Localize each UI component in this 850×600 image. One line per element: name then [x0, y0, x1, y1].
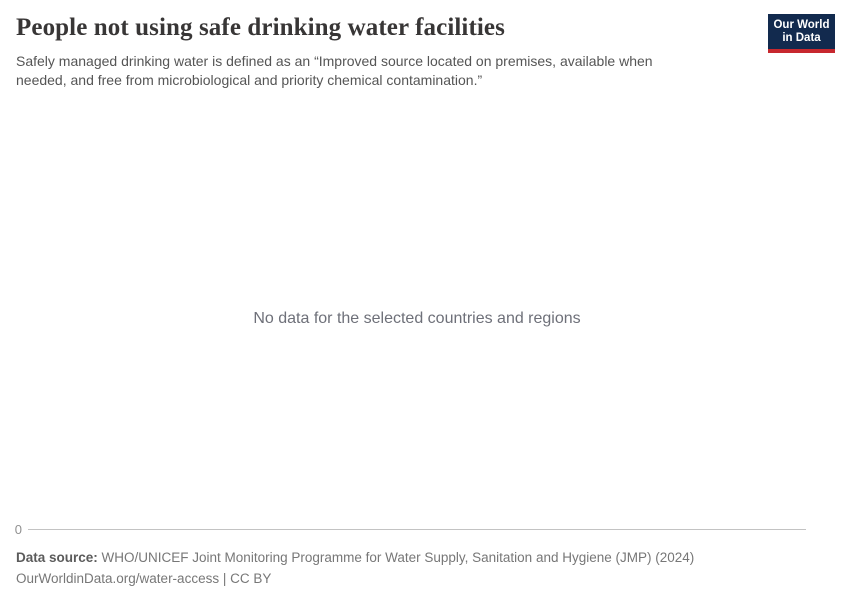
data-source-label: Data source:: [16, 550, 98, 565]
citation-url-link[interactable]: OurWorldinData.org/water-access: [16, 571, 220, 586]
owid-logo[interactable]: [768, 14, 835, 53]
data-source-line: [16, 547, 816, 568]
no-data-message: No data for the selected countries and regions: [253, 310, 581, 327]
citation-line: [16, 568, 816, 589]
citation-license-link[interactable]: CC BY: [230, 571, 272, 586]
owid-logo-line2: in Data: [782, 32, 821, 44]
y-axis-tick-zero: 0: [14, 522, 22, 537]
chart-title: People not using safe drinking water facilities: [16, 14, 505, 41]
axis-baseline: [28, 529, 806, 530]
chart-footer: [16, 547, 816, 589]
citation-separator: |: [222, 571, 227, 586]
owid-logo-line1: Our World: [773, 19, 830, 31]
data-source-value: WHO/UNICEF Joint Monitoring Programme for Water Supply, Sanitation and Hygiene (JMP) (2024): [101, 550, 695, 565]
chart-subtitle: Safely managed drinking water is defined as an “Improved source located on premises, available when needed, and free from microbiological and priority chemical contamination.”: [16, 53, 653, 88]
